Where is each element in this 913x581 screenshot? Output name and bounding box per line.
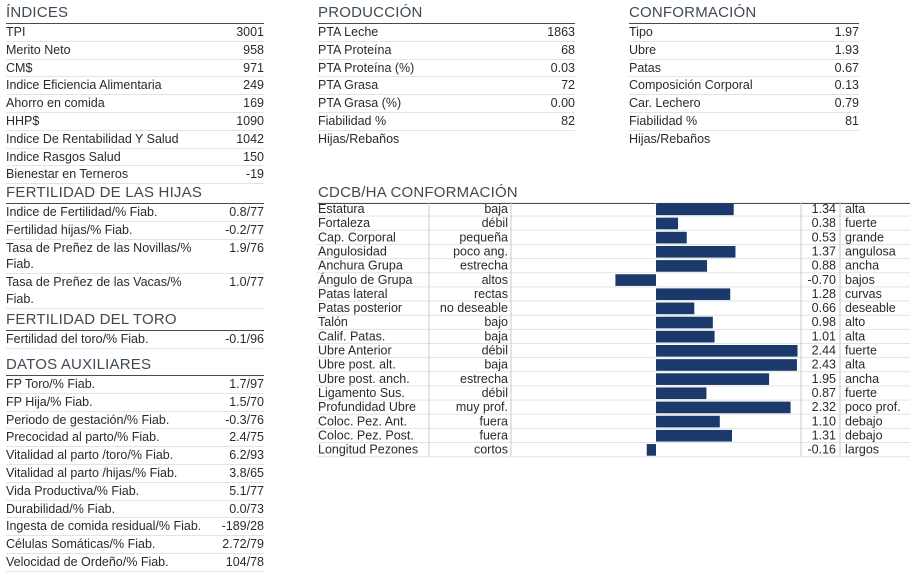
row-label: Periodo de gestación/% Fiab. [6, 412, 170, 427]
row-value: 2.4/75 [229, 430, 264, 445]
value-label: 1.31 [811, 428, 836, 443]
value-label: 2.44 [811, 343, 836, 358]
row-label: Durabilidad/% Fiab. [6, 501, 116, 516]
list-row [318, 60, 575, 78]
row-label: Car. Lechero [629, 96, 701, 111]
list-row [6, 501, 264, 519]
category-label: Coloc. Pez. Post. [318, 428, 414, 443]
list-row [6, 24, 264, 42]
high-label: debajo [845, 428, 883, 443]
row-label: PTA Proteína [318, 42, 392, 57]
high-label: grande [845, 230, 884, 245]
bar [615, 274, 656, 286]
row-label: Indice Rasgos Salud [6, 149, 121, 164]
low-label: fuera [479, 414, 508, 429]
row-label: Ingesta de comida residual/% Fiab. [6, 519, 202, 534]
indices-section [6, 4, 264, 184]
category-label: Patas posterior [318, 301, 403, 316]
low-label: débil [481, 343, 508, 358]
produccion-title: PRODUCCIÓN [318, 4, 575, 24]
low-label: estrecha [460, 258, 508, 273]
category-label: Angulosidad [318, 244, 387, 259]
list-row [629, 77, 859, 95]
row-value: 1.7/97 [229, 377, 264, 391]
value-label: 0.38 [811, 216, 836, 231]
row-value: -0.1/96 [225, 332, 264, 346]
row-label: FP Toro/% Fiab. [6, 377, 96, 391]
row-label: Fertilidad hijas/% Fiab. [6, 222, 133, 237]
bar [656, 317, 713, 329]
row-value: 150 [243, 149, 264, 164]
list-row [6, 222, 264, 240]
category-label: Patas lateral [318, 286, 388, 301]
low-label: estrecha [460, 371, 508, 386]
bar [656, 232, 687, 244]
list-row [6, 95, 264, 113]
low-label: altos [481, 272, 508, 287]
bar [656, 246, 735, 258]
row-value: 3001 [236, 25, 264, 39]
value-label: -0.16 [807, 442, 836, 457]
value-label: 0.88 [811, 258, 836, 273]
row-value: 958 [243, 42, 264, 57]
list-row [6, 412, 264, 430]
category-label: Anchura Grupa [318, 258, 403, 273]
high-label: largos [845, 442, 880, 457]
category-label: Fortaleza [318, 216, 371, 231]
row-value: 1.9/76 [229, 240, 264, 255]
value-label: 0.98 [811, 315, 836, 330]
produccion-list [318, 24, 575, 131]
fertilidad-hijas-list [6, 204, 264, 309]
bar [656, 373, 769, 385]
category-label: Estatura [318, 202, 365, 216]
value-label: -0.70 [807, 272, 836, 287]
high-label: ancha [845, 258, 880, 273]
cdcb-section [318, 184, 910, 204]
row-label: Velocidad de Ordeño/% Fiab. [6, 554, 169, 569]
list-row [318, 24, 575, 42]
category-label: Calif. Patas. [318, 329, 386, 344]
row-label: Ubre [629, 42, 657, 57]
list-row [6, 240, 264, 275]
bar [656, 331, 715, 343]
row-value: 971 [243, 60, 264, 75]
row-label: Indice Eficiencia Alimentaria [6, 78, 162, 93]
row-label: HHP$ [6, 113, 40, 128]
row-value: 0.00 [550, 96, 575, 111]
row-label: PTA Leche [318, 25, 379, 39]
low-label: baja [484, 329, 508, 344]
fertilidad-toro-title: FERTILIDAD DEL TORO [6, 311, 264, 331]
bar [656, 218, 678, 230]
bar [656, 345, 798, 357]
category-label: Ángulo de Grupa [318, 272, 413, 287]
row-label: Indice De Rentabilidad Y Salud [6, 131, 179, 146]
row-value: 104/78 [225, 554, 264, 569]
high-label: fuerte [845, 216, 877, 231]
indices-title: ÍNDICES [6, 4, 264, 24]
low-label: poco ang. [453, 244, 508, 259]
list-row [6, 483, 264, 501]
row-label: CM$ [6, 60, 33, 75]
list-row [6, 394, 264, 412]
row-value: 1.0/77 [229, 275, 264, 290]
bar [656, 416, 720, 428]
conformacion-list [629, 24, 859, 131]
bar [656, 204, 734, 216]
cdcb-chart [316, 202, 910, 460]
low-label: baja [484, 357, 508, 372]
list-row [318, 42, 575, 60]
row-value: 1.5/70 [229, 394, 264, 409]
conformacion-title: CONFORMACIÓN [629, 4, 859, 24]
conformacion-section [629, 4, 859, 148]
value-label: 1.01 [811, 329, 836, 344]
low-label: débil [481, 216, 508, 231]
high-label: deseable [845, 301, 896, 316]
list-row [6, 166, 264, 184]
value-label: 0.53 [811, 230, 836, 245]
value-label: 1.95 [811, 371, 836, 386]
fertilidad-toro-section [6, 311, 264, 349]
cdcb-title: CDCB/HA CONFORMACIÓN [318, 184, 910, 204]
row-label: PTA Grasa (%) [318, 96, 402, 111]
row-value: 1863 [547, 25, 575, 39]
bar [656, 303, 694, 315]
row-label: Bienestar en Terneros [6, 167, 129, 182]
fertilidad-toro-list [6, 331, 264, 349]
value-label: 2.43 [811, 357, 836, 372]
list-row [6, 274, 264, 309]
row-label: Vitalidad al parto /toro/% Fiab. [6, 448, 174, 463]
fertilidad-hijas-title: FERTILIDAD DE LAS HIJAS [6, 184, 264, 204]
row-value: 6.2/93 [229, 448, 264, 463]
list-row [6, 429, 264, 447]
row-value: 169 [243, 96, 264, 111]
category-label: Ubre post. alt. [318, 357, 396, 372]
high-label: bajos [845, 272, 875, 287]
low-label: baja [484, 202, 508, 216]
low-label: fuera [479, 428, 508, 443]
row-value: 0.67 [834, 60, 859, 75]
high-label: angulosa [845, 244, 896, 259]
row-label: Fertilidad del toro/% Fiab. [6, 332, 149, 346]
value-label: 1.28 [811, 286, 836, 301]
list-row [6, 554, 264, 572]
list-row [629, 60, 859, 78]
category-label: Ubre post. anch. [318, 371, 410, 386]
row-label: Fiabilidad % [318, 113, 387, 128]
list-row [6, 131, 264, 149]
bar [647, 444, 656, 456]
bar [656, 430, 732, 442]
bar [656, 359, 797, 371]
row-value: -189/28 [221, 519, 264, 534]
list-row [6, 518, 264, 536]
list-row [629, 24, 859, 42]
row-label: PTA Grasa [318, 78, 379, 93]
row-label: Células Somáticas/% Fiab. [6, 537, 156, 552]
high-label: debajo [845, 414, 883, 429]
row-label: Tasa de Preñez de las Novillas/% Fiab. [6, 240, 192, 272]
high-label: alto [845, 315, 866, 330]
list-row [629, 95, 859, 113]
list-row [6, 113, 264, 131]
bar [656, 260, 707, 272]
high-label: fuerte [845, 385, 877, 400]
row-value: 0.79 [834, 96, 859, 111]
value-label: 0.87 [811, 385, 836, 400]
indices-list [6, 24, 264, 184]
row-value: 72 [561, 78, 575, 93]
row-value: 1.97 [834, 25, 859, 39]
row-label: TPI [6, 25, 26, 39]
datos-auxiliares-title: DATOS AUXILIARES [6, 356, 264, 376]
list-row [6, 376, 264, 394]
category-label: Longitud Pezones [318, 442, 419, 457]
value-label: 1.37 [811, 244, 836, 259]
low-label: bajo [484, 315, 508, 330]
row-label: Vida Productiva/% Fiab. [6, 483, 140, 498]
row-value: 2.72/79 [222, 537, 264, 552]
list-row [318, 113, 575, 131]
row-label: Precocidad al parto/% Fiab. [6, 430, 160, 445]
category-label: Ubre Anterior [318, 343, 392, 358]
list-row [629, 42, 859, 60]
row-label: Merito Neto [6, 42, 71, 57]
list-row [6, 60, 264, 78]
row-label: FP Hija/% Fiab. [6, 394, 93, 409]
list-row [6, 536, 264, 554]
row-value: 0.13 [834, 78, 859, 93]
row-value: 1.93 [834, 42, 859, 57]
row-value: 0.8/77 [229, 205, 264, 219]
row-value: 1042 [236, 131, 264, 146]
high-label: curvas [845, 286, 882, 301]
row-label: Fiabilidad % [629, 113, 698, 128]
list-row [6, 204, 264, 222]
fertilidad-hijas-section [6, 184, 264, 309]
value-label: 2.32 [811, 400, 836, 415]
row-label: Vitalidad al parto /hijas/% Fiab. [6, 465, 178, 480]
row-value: -0.3/76 [225, 412, 264, 427]
bar [656, 288, 730, 300]
low-label: pequeña [459, 230, 508, 245]
list-row [6, 42, 264, 60]
row-value: -19 [245, 167, 264, 182]
row-value: 1090 [236, 113, 264, 128]
high-label: poco prof. [845, 400, 901, 415]
row-label: Indice de Fertilidad/% Fiab. [6, 205, 158, 219]
high-label: fuerte [845, 343, 877, 358]
bar [656, 402, 791, 414]
low-label: no deseable [439, 301, 508, 316]
list-row [629, 113, 859, 131]
list-row [318, 95, 575, 113]
datos-auxiliares-list [6, 376, 264, 572]
row-value: 82 [561, 113, 575, 128]
list-row [6, 331, 264, 349]
row-label: Ahorro en comida [6, 96, 105, 111]
row-value: 3.8/65 [229, 465, 264, 480]
list-row [6, 149, 264, 167]
produccion-section [318, 4, 575, 148]
list-row [318, 77, 575, 95]
bar [656, 387, 706, 399]
low-label: débil [481, 385, 508, 400]
list-row [6, 77, 264, 95]
row-value: 0.0/73 [229, 501, 264, 516]
category-label: Coloc. Pez. Ant. [318, 414, 407, 429]
produccion-note: Hijas/Rebaños [318, 131, 400, 146]
high-label: ancha [845, 371, 880, 386]
row-label: Patas [629, 60, 661, 75]
low-label: muy prof. [455, 400, 508, 415]
row-label: Tasa de Preñez de las Vacas/% Fiab. [6, 275, 182, 306]
category-label: Talón [318, 315, 348, 330]
row-label: Tipo [629, 25, 653, 39]
row-value: 5.1/77 [229, 483, 264, 498]
category-label: Ligamento Sus. [318, 385, 405, 400]
row-label: PTA Proteína (%) [318, 60, 415, 75]
high-label: alta [845, 202, 866, 216]
value-label: 0.66 [811, 301, 836, 316]
row-label: Composición Corporal [629, 78, 753, 93]
high-label: alta [845, 329, 866, 344]
conformacion-note: Hijas/Rebaños [629, 131, 711, 146]
datos-auxiliares-section [6, 356, 264, 572]
value-label: 1.34 [811, 202, 836, 216]
row-value: 0.03 [550, 60, 575, 75]
row-value: -0.2/77 [225, 222, 264, 237]
value-label: 1.10 [811, 414, 836, 429]
list-row [6, 465, 264, 483]
category-label: Cap. Corporal [318, 230, 396, 245]
low-label: rectas [473, 286, 508, 301]
category-label: Profundidad Ubre [318, 400, 416, 415]
low-label: cortos [473, 442, 508, 457]
row-value: 68 [561, 42, 575, 57]
row-value: 249 [243, 78, 264, 93]
row-value: 81 [845, 113, 859, 128]
high-label: alta [845, 357, 866, 372]
list-row [6, 447, 264, 465]
